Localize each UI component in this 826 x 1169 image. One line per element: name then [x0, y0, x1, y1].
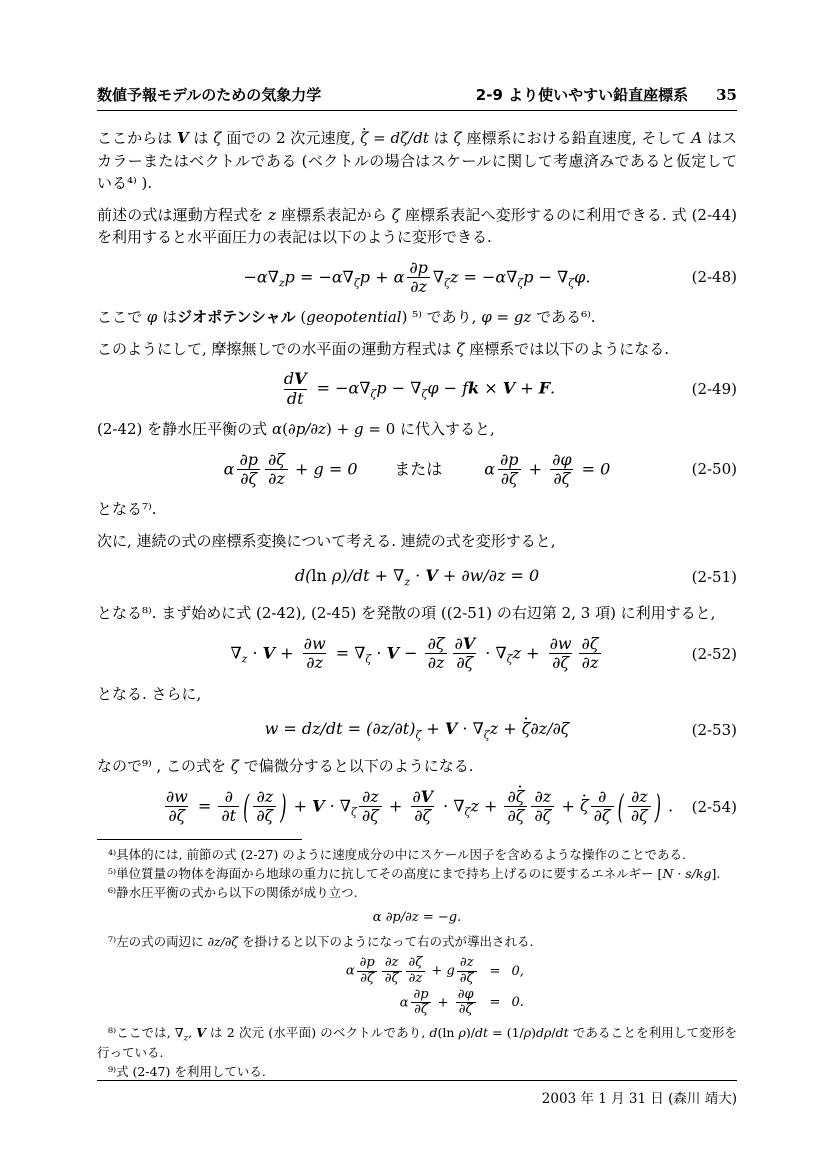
equation-2-52-math: $\nabla_z \cdot V$ + $\frac{\partial w}{\partial z}$ = $\nabla_\zeta \cdot V$ − $\frac{\partial\zeta}{\partial z}$ $\frac{\partial V}{\partial\zeta}$ · $\nabla_\zeta z$ + $\frac{\partial w}{\partial\zeta}$ $\frac{\partial\zeta}{\partial z}$	[231, 635, 604, 673]
footnote-7-eq1-relation: =	[489, 963, 501, 979]
paragraph-transform-intro: 前述の式は運動方程式を z 座標系表記から ζ 座標系表記へ変形するのに利用できる. 式 (2-44) を利用すると水平面圧力の表記は以下のように変形できる.	[97, 205, 737, 246]
equation-2-52-number: (2-52)	[691, 644, 737, 663]
footnote-7-eq1-lhs: α $\frac{\partial p}{\partial\zeta}$ $\frac{\partial z}{\partial\zeta}$ $\frac{\partial\zeta}{\partial z}$ + g $\frac{\partial z}{\partial\zeta}$	[289, 956, 479, 986]
footnote-6-equation-math: α ∂p/∂z = −g.	[372, 909, 462, 925]
paragraph-momentum-intro: このようにして, 摩擦無しでの水平面の運動方程式は ζ 座標系では以下のようになる.	[97, 339, 669, 358]
paragraph-geopotential: ここで φ はジオポテンシャル (geopotential) ⁵⁾ であり, φ = gz である⁶⁾.	[97, 308, 596, 327]
header-section-title: 2-9 より使いやすい鉛直座標系	[475, 86, 689, 104]
header-section	[476, 84, 737, 105]
page-number: 35	[716, 86, 737, 104]
paragraph-continuity-intro: 次に, 連続の式の座標系変換について考える. 連続の式を変形すると,	[97, 531, 556, 550]
equation-2-49-number: (2-49)	[691, 380, 737, 399]
footnote-7-equation-row-2	[97, 988, 737, 1018]
equation-2-50	[97, 451, 737, 489]
footnote-7-equations	[97, 956, 737, 1017]
footnote-8: ⁸⁾ここでは, $\nabla_z$, V は 2 次元 (水平面) のベクトルであり, d(ln ρ)/dt = (1/ρ)dρ/dt であることを利用して変形を行っている.	[97, 1024, 737, 1061]
header-book-title: 数値予報モデルのための気象力学	[97, 86, 322, 104]
footnote-separator	[97, 839, 302, 840]
equation-2-48-math: $-\alpha\nabla_zp = -\alpha\nabla_\zeta p + \alpha$ $\frac{\partial p}{\partial z}$ $\nabla_\zeta z = -\alpha\nabla_\zeta p - \nabla_\zeta\varphi$.	[243, 257, 591, 296]
page-header	[97, 84, 737, 105]
equation-2-50-number: (2-50)	[691, 460, 737, 479]
footer-date: 2003 年 1 月 31 日 (森川 靖大)	[541, 1091, 737, 1107]
footnote-7-eq1-rhs: 0,	[511, 963, 524, 979]
equation-2-54-number: (2-54)	[691, 797, 737, 816]
footnote-9: ⁹⁾式 (2-47) を利用している.	[108, 1063, 266, 1079]
footnote-7-eq2-relation: =	[489, 995, 501, 1011]
footnote-6-equation	[97, 910, 737, 925]
equation-2-51-number: (2-51)	[691, 568, 737, 587]
footer-rule	[97, 1080, 737, 1081]
equation-2-48	[97, 259, 737, 297]
equation-2-51-math: d(ln $\rho)/dt + \nabla_z \cdot V + \partial w/\partial z = 0$	[294, 566, 540, 589]
paragraph-partial-derivative-intro: なので⁹⁾ , この式を ζ で偏微分すると以下のようになる.	[97, 757, 474, 776]
paragraph-divergence-intro: となる⁸⁾. まず始めに式 (2-42), (2-45) を発散の項 ((2-51) の右辺第 2, 3 項) に利用すると,	[97, 604, 716, 623]
header-rule	[97, 110, 737, 111]
paragraph-hydrostatic-sub: (2-42) を静水圧平衡の式 α(∂p/∂z) + g = 0 に代入すると,	[97, 420, 495, 439]
footnote-4: ⁴⁾具体的には, 前節の式 (2-27) のように速度成分の中にスケール因子を含めるような操作のことである.	[108, 847, 687, 863]
equation-2-49-math: $\frac{dV}{dt}$ = $-\alpha\nabla_\zeta p - \nabla_\zeta\varphi$ − fk × V + F.	[283, 369, 556, 408]
paragraph-tonaru-7: となる⁷⁾.	[97, 500, 157, 519]
footnote-7: ⁷⁾左の式の両辺に ∂z/∂ζ を掛けると以下のようになって右の式が導出される.	[108, 933, 534, 949]
footnote-6: ⁶⁾静水圧平衡の式から以下の関係が成り立つ.	[108, 884, 358, 900]
paragraph-sarani: となる. さらに,	[97, 684, 202, 703]
equation-2-53	[97, 715, 737, 745]
equation-2-49	[97, 370, 737, 408]
equation-2-53-math: $w = dz/dt = (\partial z/\partial t)_\zeta + V \cdot \nabla_\zeta z + \zeta \cdot\partial z/\partial\zeta$	[265, 719, 570, 741]
equation-2-48-number: (2-48)	[691, 268, 737, 287]
equation-2-50-math: α $\frac{\partial p}{\partial\zeta}$ $\frac{\partial\zeta}{\partial z}$ + g = 0 または α $\frac{\partial p}{\partial\zeta}$ + $\frac{\partial\varphi}{\partial\zeta}$ = 0	[223, 449, 611, 488]
equation-2-51	[97, 562, 737, 592]
equation-2-52	[97, 635, 737, 673]
footnote-5: ⁵⁾単位質量の物体を海面から地球の重力に抗してその高度にまで持ち上げるのに要するエネルギー [N · s/kg].	[108, 866, 721, 882]
page-body	[97, 127, 737, 1081]
footnote-7-eq2-rhs: 0.	[511, 995, 524, 1011]
equation-2-54	[97, 788, 737, 826]
footnote-7-equation-row-1	[97, 956, 737, 986]
equation-2-54-math: $\frac{\partial w}{\partial\zeta}$ = $\frac{\partial}{\partial t}$ ( $\frac{\partial z}{\partial\zeta}$ ) + $V \cdot \nabla_\zeta$ $\frac{\partial z}{\partial\zeta}$ + $\frac{\partial V}{\partial\zeta}$ · $\nabla_\zeta z$ + $\frac{\partial\zeta \cdot}{\partial\zeta}$ $\frac{\partial z}{\partial\zeta}$ + ζ · $\frac{\partial}{\partial\zeta}$ ( $\frac{\partial z}{\partial\zeta}$ ) .	[161, 788, 673, 826]
equation-2-53-number: (2-53)	[691, 721, 737, 740]
footnote-7-eq2-lhs: α $\frac{\partial p}{\partial\zeta}$ + $\frac{\partial\varphi}{\partial\zeta}$	[399, 987, 474, 1018]
paragraph-velocity-definitions: ここからは V は ζ 面での 2 次元速度, ζ · = dζ/dt は ζ 座標系における鉛直速度, そして A はスカラーまたはベクトルである (ベクトルの場合はスケールに関して考慮済みであると仮定している⁴⁾ ).	[97, 127, 737, 195]
page-footer	[97, 1080, 737, 1107]
